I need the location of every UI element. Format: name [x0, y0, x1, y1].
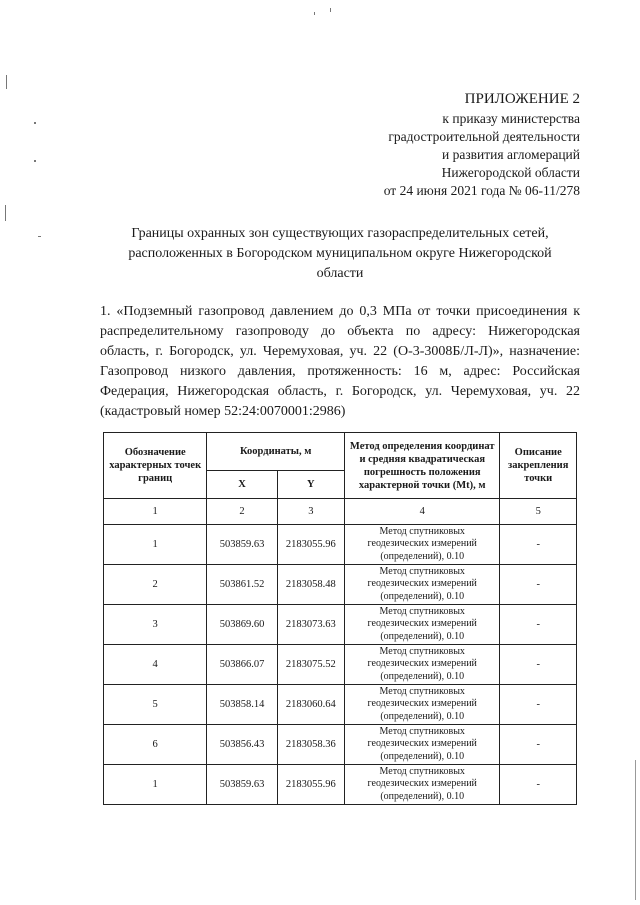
header-fixing: Описание закрепления точки: [500, 433, 577, 499]
method-line: Метод спутниковых: [379, 685, 465, 697]
table-header-row: [104, 433, 577, 471]
point-cell: 1: [104, 765, 207, 805]
table-row: [104, 765, 577, 805]
y-cell: 2183060.64: [277, 685, 344, 725]
method-cell: [345, 725, 500, 765]
paragraph-line: область, г. Богородск, ул. Черемуховая, уч. 22 (О-3-3008Б/Л-Л)», назначение:: [100, 344, 580, 359]
y-cell: 2183073.63: [277, 605, 344, 645]
appendix-line: Нижегородской области: [441, 165, 580, 180]
fixing-cell: -: [500, 605, 577, 645]
table-row: [104, 685, 577, 725]
method-line: геодезических измерений: [367, 698, 477, 710]
x-cell: 503858.14: [207, 685, 277, 725]
method-line: (определений), 0.10: [380, 670, 465, 682]
fixing-cell: -: [500, 685, 577, 725]
y-cell: 2183055.96: [277, 525, 344, 565]
scan-speck: [34, 160, 36, 162]
method-line: Метод спутниковых: [379, 605, 465, 617]
column-number: 3: [277, 499, 344, 525]
point-cell: 2: [104, 565, 207, 605]
method-cell: [345, 645, 500, 685]
scan-speck: [5, 205, 6, 221]
document-title: [100, 224, 580, 284]
table-row: [104, 605, 577, 645]
point-cell: 4: [104, 645, 207, 685]
title-line: Границы охранных зон существующих газораспределительных сетей,: [131, 226, 549, 241]
fixing-cell: -: [500, 725, 577, 765]
method-cell: [345, 525, 500, 565]
x-cell: 503859.63: [207, 525, 277, 565]
point-cell: 1: [104, 525, 207, 565]
appendix-heading: ПРИЛОЖЕНИЕ 2: [464, 91, 580, 107]
method-line: геодезических измерений: [367, 538, 477, 550]
y-cell: 2183055.96: [277, 765, 344, 805]
scan-edge-line: [635, 760, 636, 900]
header-coords: Координаты, м: [207, 433, 345, 471]
method-line: (определений), 0.10: [380, 710, 465, 722]
header-y: Y: [277, 471, 344, 499]
column-number: 2: [207, 499, 277, 525]
x-cell: 503859.63: [207, 765, 277, 805]
paragraph-line: 1. «Подземный газопровод давлением до 0,3 МПа от точки присоединения к: [100, 304, 580, 319]
method-line: Метод спутниковых: [379, 645, 465, 657]
y-cell: 2183058.36: [277, 725, 344, 765]
x-cell: 503866.07: [207, 645, 277, 685]
fixing-cell: -: [500, 645, 577, 685]
method-line: (определений), 0.10: [380, 790, 465, 802]
method-line: геодезических измерений: [367, 778, 477, 790]
appendix-line: к приказу министерства: [442, 111, 580, 126]
appendix-line: и развития агломераций: [441, 147, 580, 162]
method-line: (определений), 0.10: [380, 590, 465, 602]
column-number: 5: [500, 499, 577, 525]
point-cell: 6: [104, 725, 207, 765]
x-cell: 503869.60: [207, 605, 277, 645]
paragraph-line: Федерация, Нижегородская область, г. Богородск, ул. Черемуховая, уч. 22: [100, 384, 580, 399]
method-line: Метод спутниковых: [379, 725, 465, 737]
column-number: 4: [345, 499, 500, 525]
x-cell: 503861.52: [207, 565, 277, 605]
scan-speck: [6, 75, 7, 89]
method-cell: [345, 765, 500, 805]
header-method: Метод определения координат и средняя квадратическая погрешность положения характерной точки (Mt), м: [345, 433, 500, 499]
method-cell: [345, 565, 500, 605]
table-row: [104, 565, 577, 605]
method-line: Метод спутниковых: [379, 565, 465, 577]
title-line: области: [316, 266, 364, 281]
y-cell: 2183058.48: [277, 565, 344, 605]
y-cell: 2183075.52: [277, 645, 344, 685]
table-row: [104, 645, 577, 685]
method-line: Метод спутниковых: [379, 765, 465, 777]
appendix-line: от 24 июня 2021 года № 06-11/278: [383, 183, 580, 198]
scan-speck: [314, 12, 315, 15]
point-cell: 3: [104, 605, 207, 645]
x-cell: 503856.43: [207, 725, 277, 765]
paragraph-line: Газопровод низкого давления, протяженность: 16 м, адрес: Российская: [100, 364, 580, 379]
appendix-line: градостроительной деятельности: [388, 129, 580, 144]
method-line: (определений), 0.10: [380, 630, 465, 642]
column-number-row: [104, 499, 577, 525]
object-description: [100, 302, 580, 422]
header-x: X: [207, 471, 277, 499]
method-line: Метод спутниковых: [379, 525, 465, 537]
method-line: геодезических измерений: [367, 578, 477, 590]
fixing-cell: -: [500, 765, 577, 805]
coordinates-table: [103, 432, 577, 805]
header-point: Обозначение характерных точек границ: [104, 433, 207, 499]
appendix-block: [300, 88, 580, 200]
method-cell: [345, 685, 500, 725]
paragraph-line: (кадастровый номер 52:24:0070001:2986): [100, 404, 346, 419]
method-line: (определений), 0.10: [380, 550, 465, 562]
method-cell: [345, 605, 500, 645]
table-row: [104, 525, 577, 565]
scan-speck: [34, 122, 36, 124]
paragraph-line: распределительному газопроводу до объекта по адресу: Нижегородская: [100, 324, 580, 339]
fixing-cell: -: [500, 525, 577, 565]
method-line: (определений), 0.10: [380, 750, 465, 762]
method-line: геодезических измерений: [367, 738, 477, 750]
column-number: 1: [104, 499, 207, 525]
point-cell: 5: [104, 685, 207, 725]
method-line: геодезических измерений: [367, 658, 477, 670]
scan-speck: [38, 236, 41, 237]
method-line: геодезических измерений: [367, 618, 477, 630]
title-line: расположенных в Богородском муниципальном округе Нижегородской: [128, 246, 552, 261]
scan-speck: [330, 8, 331, 12]
table-row: [104, 725, 577, 765]
fixing-cell: -: [500, 565, 577, 605]
